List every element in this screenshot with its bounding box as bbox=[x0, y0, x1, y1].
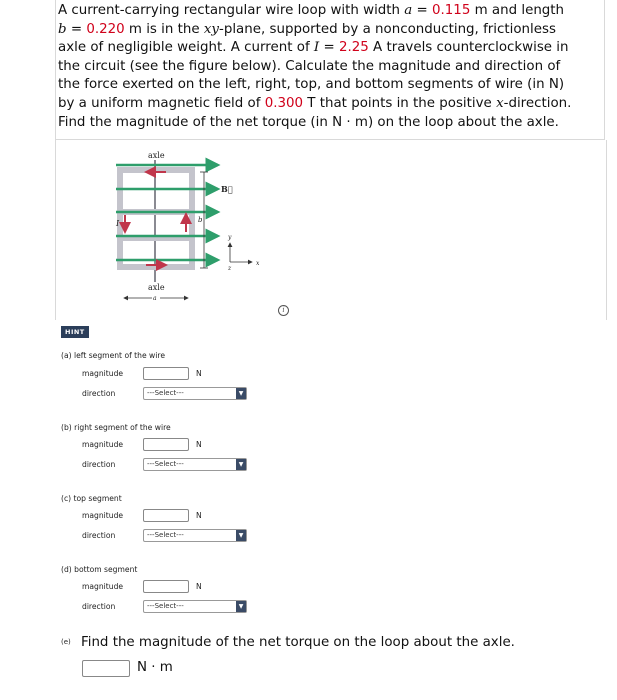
part-d-magnitude-label: magnitude bbox=[82, 582, 124, 591]
part-e-label: (e) bbox=[61, 638, 71, 646]
b-label: b bbox=[198, 216, 203, 224]
chevron-down-icon: ▼ bbox=[236, 388, 246, 399]
part-c-label: (c) top segment bbox=[61, 494, 122, 503]
field-value: 0.300 bbox=[264, 95, 304, 111]
part-d-unit: N bbox=[196, 582, 202, 591]
part-c-magnitude-label: magnitude bbox=[82, 511, 124, 520]
part-e-question: Find the magnitude of the net torque on the loop about the axle. bbox=[81, 635, 515, 650]
part-b-label: (b) right segment of the wire bbox=[61, 423, 171, 432]
hint-button[interactable]: HINT bbox=[61, 326, 89, 338]
z-axis-label: z bbox=[228, 265, 232, 272]
part-c-unit: N bbox=[196, 511, 202, 520]
problem-line-5: the force exerted on the left, right, top, and bottom segments of wire (in N) bbox=[58, 77, 565, 93]
part-a-direction-select[interactable]: ---Select--- ▼ bbox=[143, 387, 247, 400]
y-axis-label: y bbox=[228, 234, 232, 241]
part-b-direction-label: direction bbox=[82, 460, 116, 469]
part-c-direction-select[interactable]: ---Select--- ▼ bbox=[143, 529, 247, 542]
part-a-direction-label: direction bbox=[82, 389, 116, 398]
problem-line-1: A current-carrying rectangular wire loop with width a = 0.115 m and length bbox=[58, 3, 565, 18]
chevron-down-icon: ▼ bbox=[236, 530, 246, 541]
problem-line-7: Find the magnitude of the net torque (in N · m) on the loop about the axle. bbox=[58, 114, 559, 130]
problem-line-4: the circuit (see the figure below). Calculate the magnitude and direction of bbox=[58, 58, 561, 74]
problem-line-3: axle of negligible weight. A current of I = 2.25 A travels counterclockwise in bbox=[58, 40, 569, 56]
part-d-direction-label: direction bbox=[82, 602, 116, 611]
part-d-magnitude-input[interactable] bbox=[143, 580, 189, 593]
b-value: 0.220 bbox=[86, 21, 125, 37]
part-c-direction-label: direction bbox=[82, 531, 116, 540]
info-icon[interactable]: i bbox=[278, 305, 289, 316]
chevron-down-icon: ▼ bbox=[236, 601, 246, 612]
part-a-magnitude-label: magnitude bbox=[82, 369, 124, 378]
current-value: 2.25 bbox=[338, 40, 369, 56]
chevron-down-icon: ▼ bbox=[236, 459, 246, 470]
a-label: a bbox=[153, 295, 157, 302]
a-value: 0.115 bbox=[432, 3, 471, 18]
part-d-label: (d) bottom segment bbox=[61, 565, 138, 574]
x-axis-label: x bbox=[256, 260, 260, 267]
part-b-direction-select[interactable]: ---Select--- ▼ bbox=[143, 458, 247, 471]
part-a-magnitude-input[interactable] bbox=[143, 367, 189, 380]
field-label: B⃗ bbox=[221, 184, 233, 194]
problem-line-2: b = 0.220 m is in the xy-plane, supported by a nonconducting, frictionless bbox=[58, 21, 556, 37]
part-b-unit: N bbox=[196, 440, 202, 449]
part-b-magnitude-label: magnitude bbox=[82, 440, 124, 449]
torque-input[interactable] bbox=[82, 660, 130, 677]
part-a-label: (a) left segment of the wire bbox=[61, 351, 166, 360]
problem-line-6: by a uniform magnetic field of 0.300 T that points in the positive x-direction. bbox=[58, 95, 572, 111]
part-a-unit: N bbox=[196, 369, 202, 378]
part-d-direction-select[interactable]: ---Select--- ▼ bbox=[143, 600, 247, 613]
torque-unit: N · m bbox=[137, 660, 173, 675]
current-label: I bbox=[116, 219, 120, 228]
axle-top-label: axle bbox=[148, 151, 165, 160]
part-b-magnitude-input[interactable] bbox=[143, 438, 189, 451]
axle-bottom-label: axle bbox=[148, 283, 165, 292]
loop-figure bbox=[0, 0, 617, 320]
part-c-magnitude-input[interactable] bbox=[143, 509, 189, 522]
